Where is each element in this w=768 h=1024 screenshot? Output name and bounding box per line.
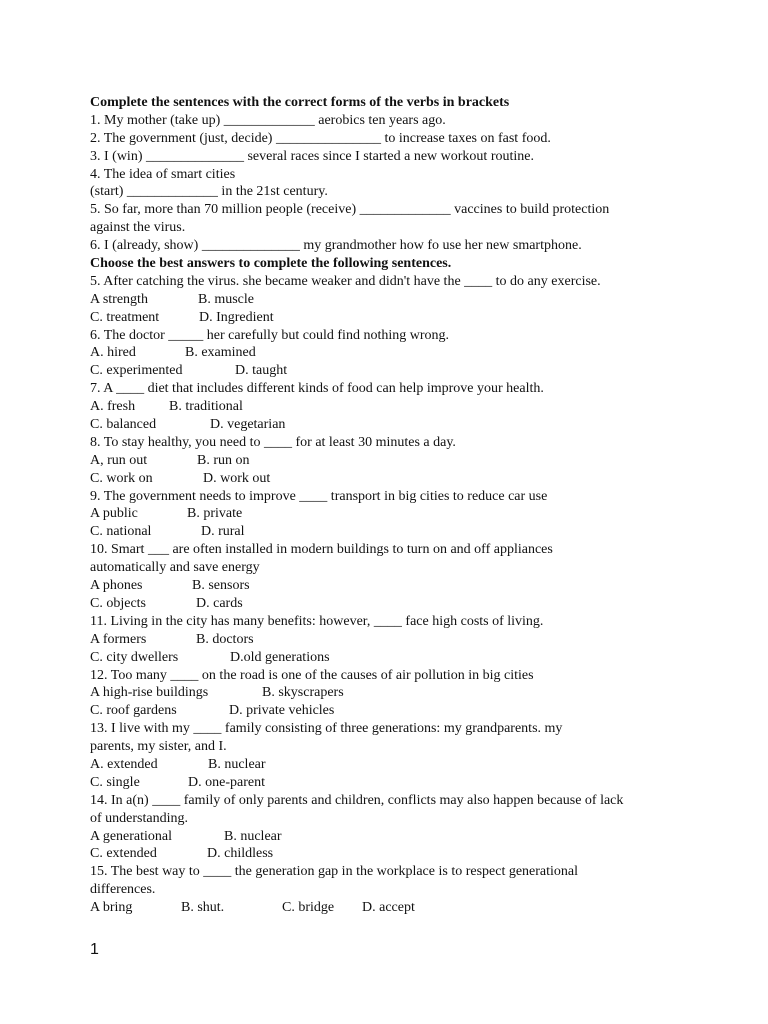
answer-option[interactable]: B. shut. (181, 900, 225, 916)
question-text: 8. To stay healthy, you need to ____ for at least 30 minutes a day. (90, 434, 456, 450)
answer-option[interactable]: D. accept (362, 900, 415, 916)
answer-option[interactable]: C. balanced (90, 417, 157, 433)
sentence-line: against the virus. (90, 220, 186, 236)
answer-option[interactable]: A public (90, 506, 138, 522)
answer-options-row (90, 828, 690, 846)
answer-options-row (90, 899, 690, 917)
answer-options-row (90, 344, 690, 362)
question-text: 14. In a(n) ____ family of only parents and children, conflicts may also happen because of lack (90, 792, 624, 808)
answer-options-row (90, 577, 690, 595)
question-text: 15. The best way to ____ the generation gap in the workplace is to respect generational (90, 864, 579, 880)
page-number: 1 (90, 941, 99, 958)
answer-options-row (90, 398, 690, 416)
section2-heading: Choose the best answers to complete the following sentences. (90, 256, 452, 272)
answer-options-row (90, 684, 690, 702)
answer-options-row (90, 523, 690, 541)
sentence-line: 4. The idea of smart cities (90, 166, 236, 182)
answer-options-row (90, 774, 690, 792)
question-text: 13. I live with my ____ family consisting of three generations: my grandparents. my (90, 721, 563, 737)
answer-option[interactable]: A bring (90, 900, 133, 916)
worksheet-content (90, 94, 690, 917)
answer-option[interactable]: B. nuclear (224, 828, 282, 844)
answer-option[interactable]: A. fresh (90, 399, 136, 415)
answer-option[interactable]: D. vegetarian (210, 417, 286, 433)
sentence-line: 6. I (already, show) ______________ my grandmother how fo use her new smartphone. (90, 238, 582, 254)
sentence-line: 5. So far, more than 70 million people (receive) _____________ vaccines to build protection (90, 202, 610, 218)
answer-options-row (90, 470, 690, 488)
answer-option[interactable]: D. taught (235, 363, 288, 379)
section2-questions (90, 273, 690, 917)
answer-option[interactable]: C. national (90, 524, 152, 540)
answer-option[interactable]: C. city dwellers (90, 649, 179, 665)
answer-option[interactable]: A high-rise buildings (90, 685, 209, 701)
answer-option[interactable]: C. treatment (90, 309, 160, 325)
answer-option[interactable]: D. one-parent (188, 774, 265, 790)
answer-option[interactable]: D. private vehicles (229, 703, 335, 719)
sentence-line: 3. I (win) ______________ several races since I started a new workout routine. (90, 148, 534, 164)
answer-option[interactable]: B. muscle (198, 291, 254, 307)
question-text: 12. Too many ____ on the road is one of the causes of air pollution in big cities (90, 667, 534, 683)
question-text: 7. A ____ diet that includes different kinds of food can help improve your health. (90, 381, 544, 397)
answer-option[interactable]: B. examined (185, 345, 256, 361)
answer-option[interactable]: D. work out (203, 470, 271, 486)
sentence-line: (start) _____________ in the 21st century. (90, 184, 328, 200)
question-text: differences. (90, 882, 156, 898)
answer-option[interactable]: A generational (90, 828, 173, 844)
answer-options-row (90, 505, 690, 523)
question-text: automatically and save energy (90, 560, 260, 576)
answer-option[interactable]: A, run out (90, 452, 148, 468)
answer-option[interactable]: C. objects (90, 595, 146, 611)
answer-option[interactable]: C. bridge (282, 900, 335, 916)
answer-options-row (90, 291, 690, 309)
answer-option[interactable]: A. extended (90, 756, 158, 772)
answer-options-row (90, 845, 690, 863)
question-text: 6. The doctor _____ her carefully but could find nothing wrong. (90, 327, 449, 343)
answer-option[interactable]: D. cards (196, 595, 243, 611)
answer-option[interactable]: D. rural (201, 524, 245, 540)
answer-option[interactable]: C. roof gardens (90, 703, 177, 719)
answer-options-row (90, 595, 690, 613)
answer-option[interactable]: C. work on (90, 470, 153, 486)
answer-option[interactable]: C. single (90, 774, 140, 790)
sentence-line: 2. The government (just, decide) _______________ to increase taxes on fast food. (90, 130, 551, 146)
section1-heading: Complete the sentences with the correct forms of the verbs in brackets (90, 95, 510, 110)
question-text: of understanding. (90, 810, 188, 826)
section1-sentences (90, 112, 690, 255)
answer-option[interactable]: D. Ingredient (199, 309, 274, 325)
answer-options-row (90, 631, 690, 649)
answer-option[interactable]: D.old generations (230, 649, 330, 665)
answer-option[interactable]: A strength (90, 291, 148, 307)
question-text: 5. After catching the virus. she became weaker and didn't have the ____ to do any exercise. (90, 273, 601, 289)
answer-option[interactable]: B. private (187, 506, 243, 522)
question-text: 9. The government needs to improve ____ transport in big cities to reduce car use (90, 488, 548, 504)
answer-options-row (90, 756, 690, 774)
answer-options-row (90, 452, 690, 470)
answer-option[interactable]: D. childless (207, 846, 274, 862)
answer-options-row (90, 702, 690, 720)
answer-option[interactable]: B. nuclear (208, 756, 266, 772)
answer-options-row (90, 649, 690, 667)
answer-option[interactable]: B. doctors (196, 631, 254, 647)
question-text: 11. Living in the city has many benefits: however, ____ face high costs of living. (90, 613, 544, 629)
answer-option[interactable]: A. hired (90, 345, 136, 361)
answer-options-row (90, 416, 690, 434)
answer-option[interactable]: B. run on (197, 452, 250, 468)
question-text: parents, my sister, and I. (90, 739, 227, 755)
answer-option[interactable]: C. extended (90, 846, 157, 862)
question-text: 10. Smart ___ are often installed in modern buildings to turn on and off appliances (90, 542, 553, 558)
answer-option[interactable]: B. traditional (169, 399, 243, 415)
answer-options-row (90, 362, 690, 380)
sentence-line: 1. My mother (take up) _____________ aerobics ten years ago. (90, 112, 446, 128)
answer-option[interactable]: A phones (90, 578, 143, 594)
answer-option[interactable]: B. sensors (192, 578, 250, 594)
answer-option[interactable]: A formers (90, 631, 147, 647)
answer-option[interactable]: B. skyscrapers (262, 685, 344, 701)
answer-option[interactable]: C. experimented (90, 363, 183, 379)
answer-options-row (90, 309, 690, 327)
